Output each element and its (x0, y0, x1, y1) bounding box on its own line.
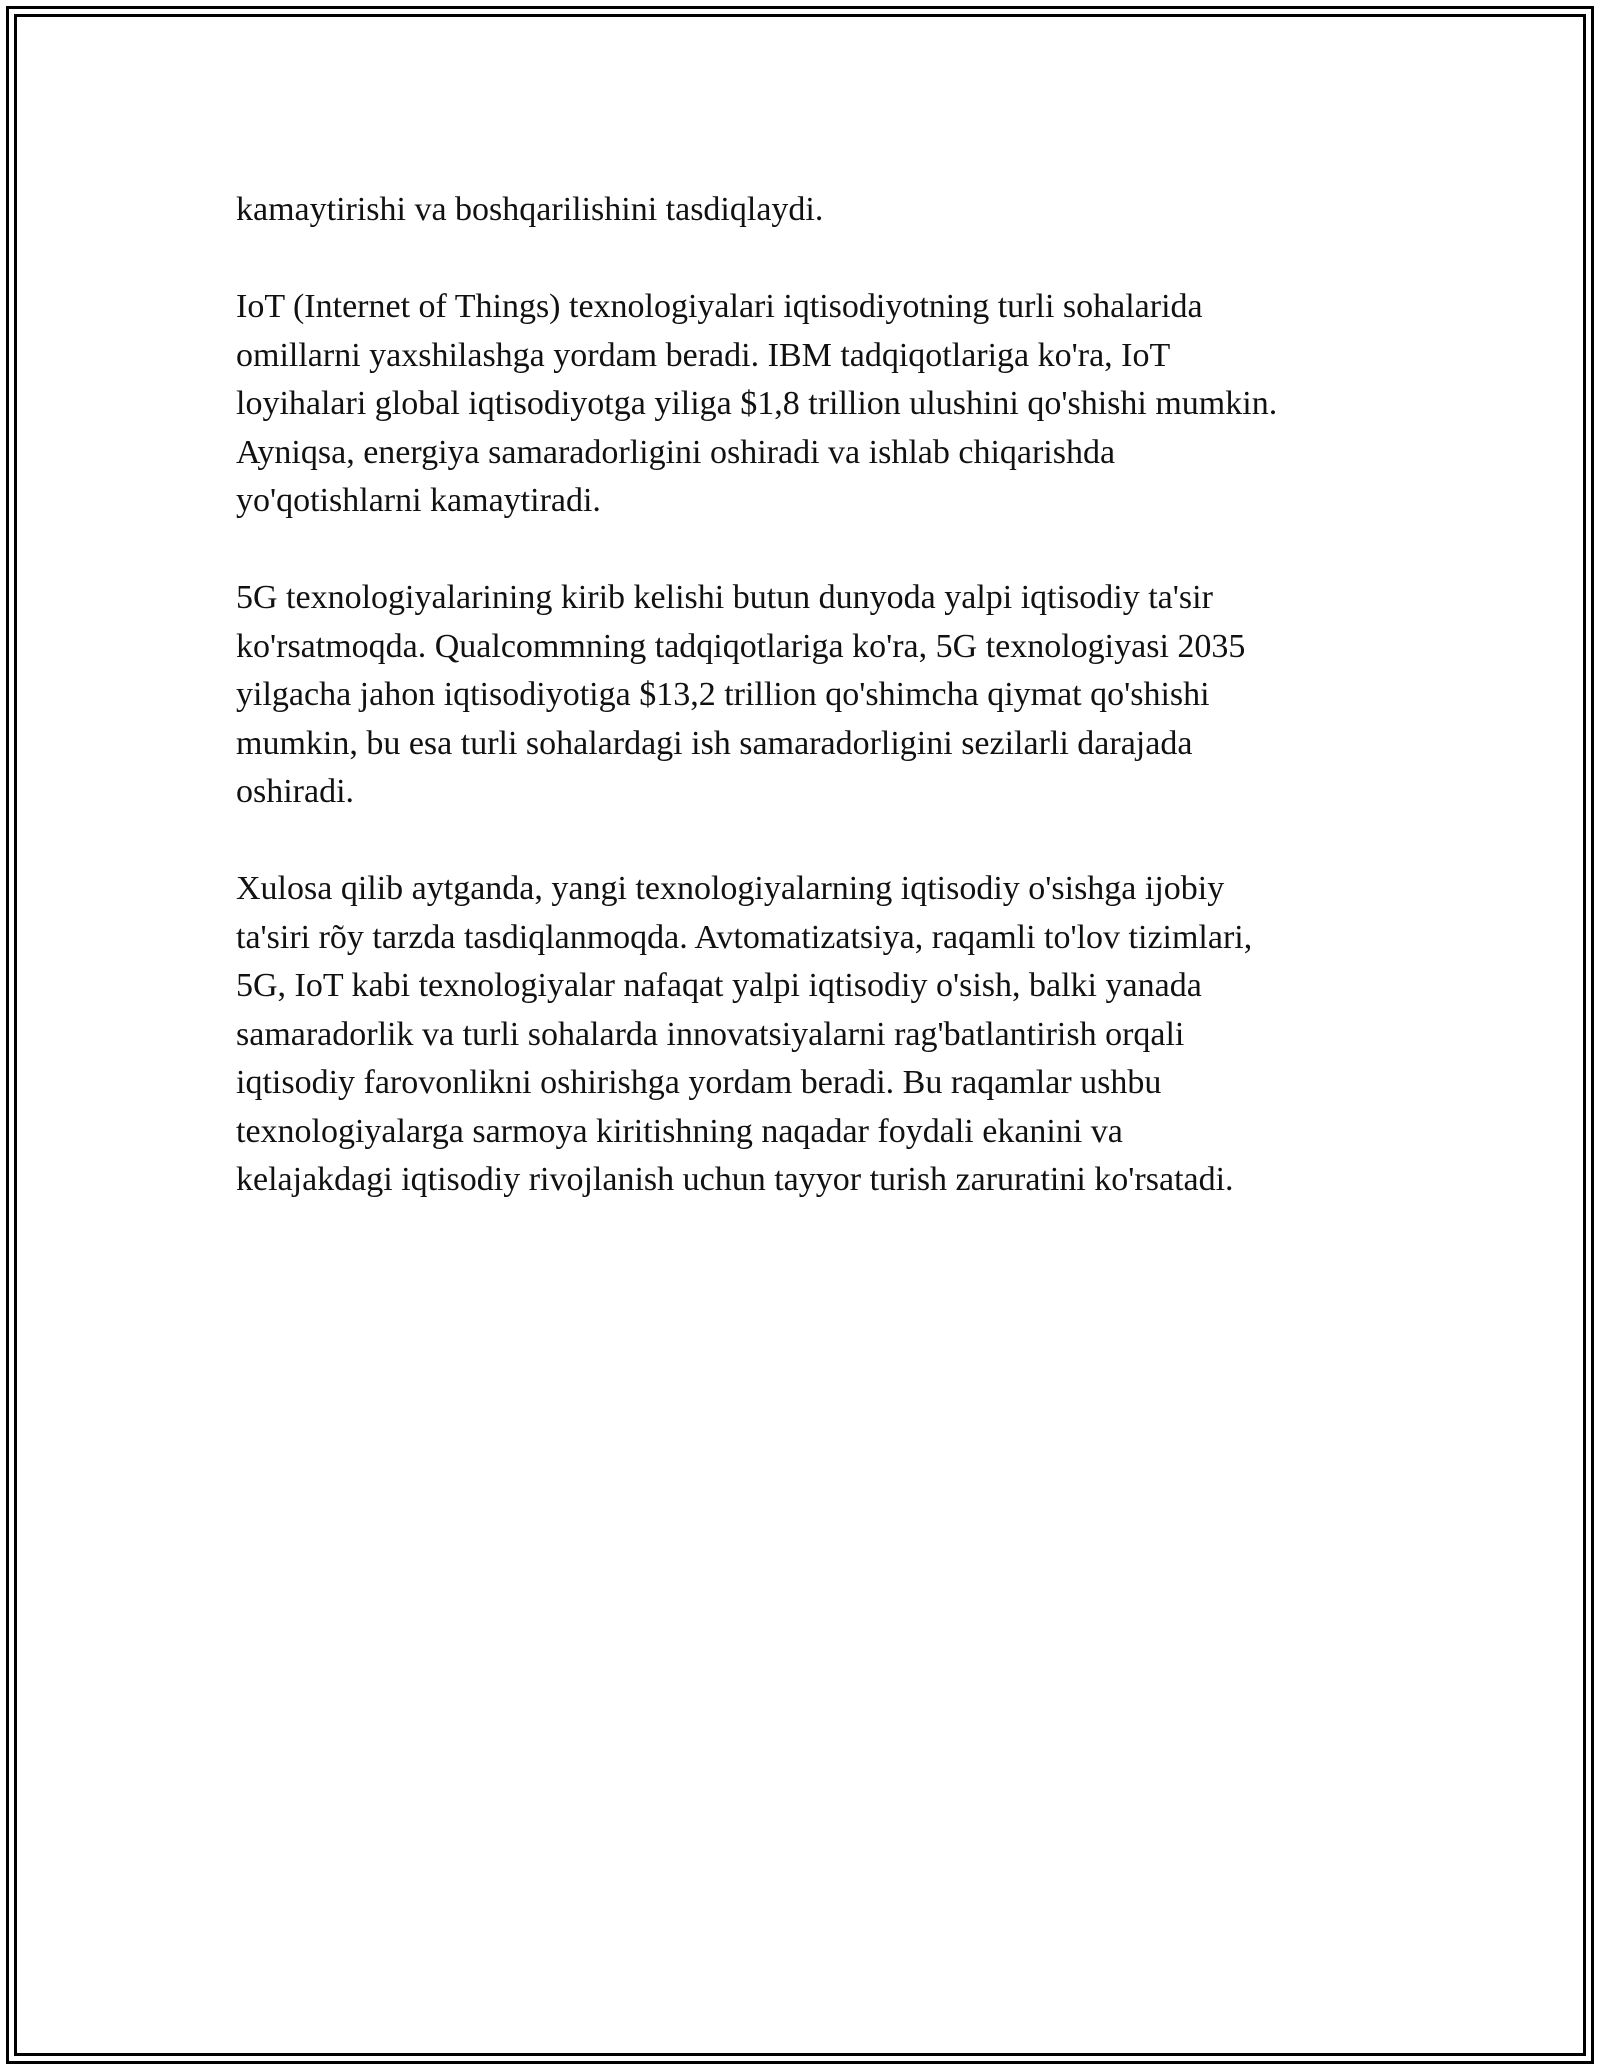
paragraph-continuation: kamaytirishi va boshqarilishini tasdiqlaydi. (236, 191, 824, 228)
document-body (236, 186, 1366, 1253)
paragraph-conclusion: Xulosa qilib aytganda, yangi texnologiyalarning iqtisodiy o'sishga ijobiy ta'siri rõy tarzda tasdiqlanmoqda. Avtomatizatsiya, raqamli to'lov tizimlari, 5G, IoT kabi texnologiyalar nafaqat yalpi iqtisodiy o'sish, balki yanada samaradorlik va turli sohalarda innovatsiyalarni rag'batlantirish orqali iqtisodiy farovonlikni oshirishga yordam beradi. Bu raqamlar ushbu texnologiyalarga sarmoya kiritishning naqadar foydali ekanini va kelajakdagi iqtisodiy rivojlanish uchun tayyor turish zaruratini ko'rsatadi. (236, 870, 1253, 1198)
paragraph-5g: 5G texnologiyalarining kirib kelishi butun dunyoda yalpi iqtisodiy ta'sir ko'rsatmoqda. Qualcommning tadqiqotlariga ko'ra, 5G texnologiyasi 2035 yilgacha jahon iqtisodiyotiga $13,2 trillion qo'shimcha qiymat qo'shishi mumkin, bu esa turli sohalardagi ish samaradorligini sezilarli darajada oshiradi. (236, 579, 1246, 810)
paragraph-iot: IoT (Internet of Things) texnologiyalari iqtisodiyotning turli sohalarida omillarni yaxshilashga yordam beradi. IBM tadqiqotlariga ko'ra, IoT loyihalari global iqtisodiyotga yiliga $1,8 trillion ulushini qo'shishi mumkin. Ayniqsa, energiya samaradorligini oshiradi va ishlab chiqarishda yo'qotishlarni kamaytiradi. (236, 288, 1278, 519)
